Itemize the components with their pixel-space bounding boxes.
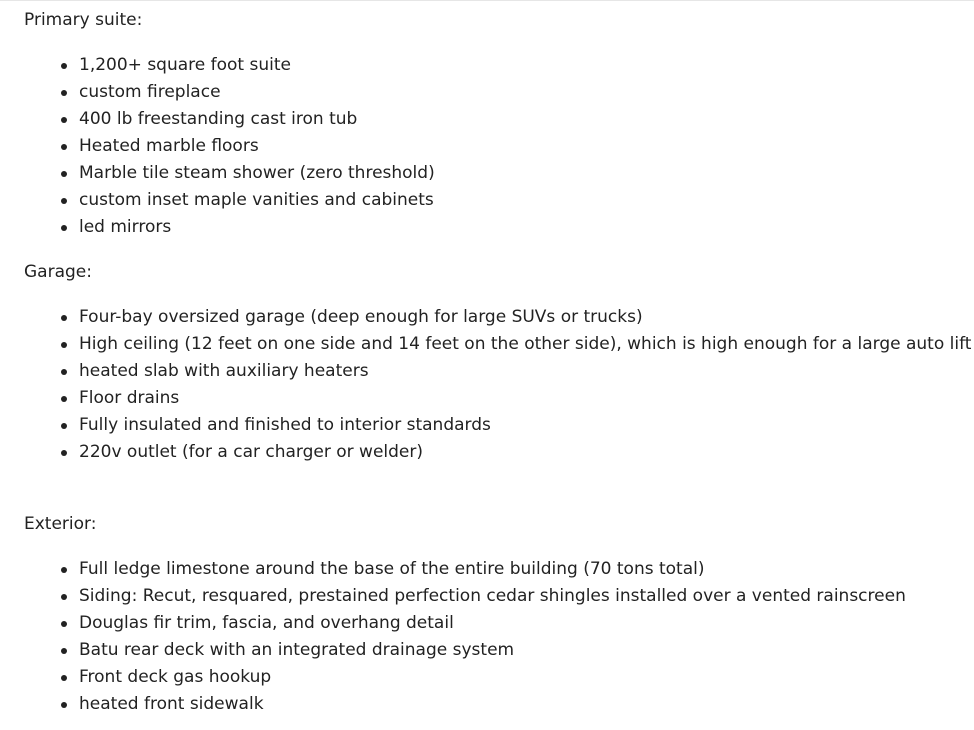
list-item: Heated marble floors <box>0 135 435 162</box>
list-item: 220v outlet (for a car charger or welder) <box>0 441 971 468</box>
list-item: Siding: Recut, resquared, prestained perfection cedar shingles installed over a vented rainscreen <box>0 585 906 612</box>
list-item: Floor drains <box>0 387 971 414</box>
list-item: Batu rear deck with an integrated drainage system <box>0 639 906 666</box>
list-item: 400 lb freestanding cast iron tub <box>0 108 435 135</box>
section-heading-exterior: Exterior: <box>24 514 97 534</box>
garage-list <box>0 306 971 468</box>
top-divider <box>0 0 974 1</box>
list-item: Full ledge limestone around the base of the entire building (70 tons total) <box>0 558 906 585</box>
section-heading-primary-suite: Primary suite: <box>24 10 143 30</box>
section-heading-garage: Garage: <box>24 262 92 282</box>
list-item: 1,200+ square foot suite <box>0 54 435 81</box>
list-item: Four-bay oversized garage (deep enough for large SUVs or trucks) <box>0 306 971 333</box>
list-item: custom inset maple vanities and cabinets <box>0 189 435 216</box>
list-item: High ceiling (12 feet on one side and 14 feet on the other side), which is high enough for a large auto lift <box>0 333 971 360</box>
list-item: Fully insulated and finished to interior standards <box>0 414 971 441</box>
exterior-list <box>0 558 906 720</box>
list-item: Marble tile steam shower (zero threshold) <box>0 162 435 189</box>
list-item: led mirrors <box>0 216 435 243</box>
list-item: Front deck gas hookup <box>0 666 906 693</box>
list-item: heated slab with auxiliary heaters <box>0 360 971 387</box>
primary-suite-list <box>0 54 435 243</box>
list-item: heated front sidewalk <box>0 693 906 720</box>
list-item: Douglas fir trim, fascia, and overhang detail <box>0 612 906 639</box>
list-item: custom fireplace <box>0 81 435 108</box>
